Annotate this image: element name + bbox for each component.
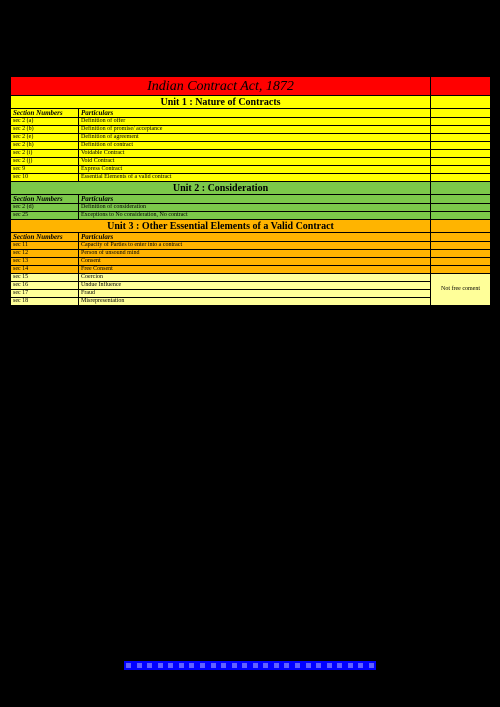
particulars-cell: Misrepresentation (79, 298, 431, 306)
section-cell: sec 25 (11, 212, 79, 220)
unit3-heading: Unit 3 : Other Essential Elements of a Valid Contract (11, 220, 431, 233)
particulars-cell: Consent (79, 258, 431, 266)
particulars-cell: Definition of consideration (79, 204, 431, 212)
section-cell: sec 2 (h) (11, 142, 79, 150)
section-cell: sec 11 (11, 242, 79, 250)
table-row (11, 134, 491, 142)
contract-act-sheet (10, 76, 490, 306)
section-cell: sec 2 (d) (11, 204, 79, 212)
empty-cell (431, 212, 491, 220)
particulars-cell: Fraud (79, 290, 431, 298)
section-cell: sec 16 (11, 282, 79, 290)
footer-banner (124, 661, 376, 670)
empty-cell (431, 258, 491, 266)
table-row (11, 126, 491, 134)
particulars-cell: Voidable Contract (79, 150, 431, 158)
table-row (11, 258, 491, 266)
unit1-heading: Unit 1 : Nature of Contracts (11, 96, 431, 109)
unit2-side-cell (431, 182, 491, 195)
section-cell: sec 2 (a) (11, 118, 79, 126)
particulars-cell: Definition of agreement (79, 134, 431, 142)
unit3-side-cell (431, 220, 491, 233)
empty-cell (431, 242, 491, 250)
col-section: Section Numbers (11, 109, 79, 118)
table-row (11, 142, 491, 150)
section-cell: sec 2 (j) (11, 158, 79, 166)
section-cell: sec 17 (11, 290, 79, 298)
section-cell: sec 14 (11, 266, 79, 274)
empty-cell (431, 174, 491, 182)
empty-cell (431, 126, 491, 134)
empty-cell (431, 134, 491, 142)
table-row (11, 118, 491, 126)
section-cell: sec 13 (11, 258, 79, 266)
table-row (11, 282, 491, 290)
col-particulars: Particulars (79, 109, 431, 118)
section-cell: sec 12 (11, 250, 79, 258)
unit1-side-cell (431, 96, 491, 109)
unit1-heading-row (11, 96, 491, 109)
table-row (11, 290, 491, 298)
table-row (11, 158, 491, 166)
table-row (11, 166, 491, 174)
empty-cell (431, 195, 491, 204)
particulars-cell: Undue Influence (79, 282, 431, 290)
unit2-heading-row (11, 182, 491, 195)
particulars-cell: Definition of contract (79, 142, 431, 150)
section-cell: sec 2 (e) (11, 134, 79, 142)
table-row (11, 204, 491, 212)
col-section: Section Numbers (11, 233, 79, 242)
unit1-column-header (11, 109, 491, 118)
particulars-cell: Void Contract (79, 158, 431, 166)
particulars-cell: Coercion (79, 274, 431, 282)
table-row (11, 274, 491, 282)
section-cell: sec 15 (11, 274, 79, 282)
sheet-title: Indian Contract Act, 1872 (11, 77, 431, 96)
particulars-cell: Exceptions to No consideration, No contract (79, 212, 431, 220)
section-cell: sec 10 (11, 174, 79, 182)
empty-cell (431, 233, 491, 242)
particulars-cell: Definition of promise/ acceptance (79, 126, 431, 134)
empty-cell (431, 109, 491, 118)
col-section: Section Numbers (11, 195, 79, 204)
empty-cell (431, 150, 491, 158)
unit2-heading: Unit 2 : Consideration (11, 182, 431, 195)
empty-cell (431, 142, 491, 150)
empty-cell (431, 158, 491, 166)
section-cell: sec 9 (11, 166, 79, 174)
empty-cell (431, 266, 491, 274)
particulars-cell: Definition of offer (79, 118, 431, 126)
table-row (11, 266, 491, 274)
section-cell: sec 18 (11, 298, 79, 306)
title-side-cell (431, 77, 491, 96)
title-row (11, 77, 491, 96)
table-row (11, 250, 491, 258)
unit3-heading-row (11, 220, 491, 233)
footer-pattern (124, 661, 376, 670)
contract-table (10, 76, 491, 306)
particulars-cell: Express Contract (79, 166, 431, 174)
table-row (11, 212, 491, 220)
table-row (11, 174, 491, 182)
unit2-column-header (11, 195, 491, 204)
empty-cell (431, 118, 491, 126)
col-particulars: Particulars (79, 195, 431, 204)
section-cell: sec 2 (b) (11, 126, 79, 134)
col-particulars: Particulars (79, 233, 431, 242)
particulars-cell: Capacity of Parties to enter into a contract (79, 242, 431, 250)
table-row (11, 242, 491, 250)
not-free-consent-note: Not free coment (431, 274, 491, 306)
table-row (11, 298, 491, 306)
particulars-cell: Person of unsound mind (79, 250, 431, 258)
particulars-cell: Essential Elements of a valid contract (79, 174, 431, 182)
table-row (11, 150, 491, 158)
empty-cell (431, 204, 491, 212)
unit3-column-header (11, 233, 491, 242)
empty-cell (431, 250, 491, 258)
particulars-cell: Free Consent (79, 266, 431, 274)
empty-cell (431, 166, 491, 174)
section-cell: sec 2 (i) (11, 150, 79, 158)
